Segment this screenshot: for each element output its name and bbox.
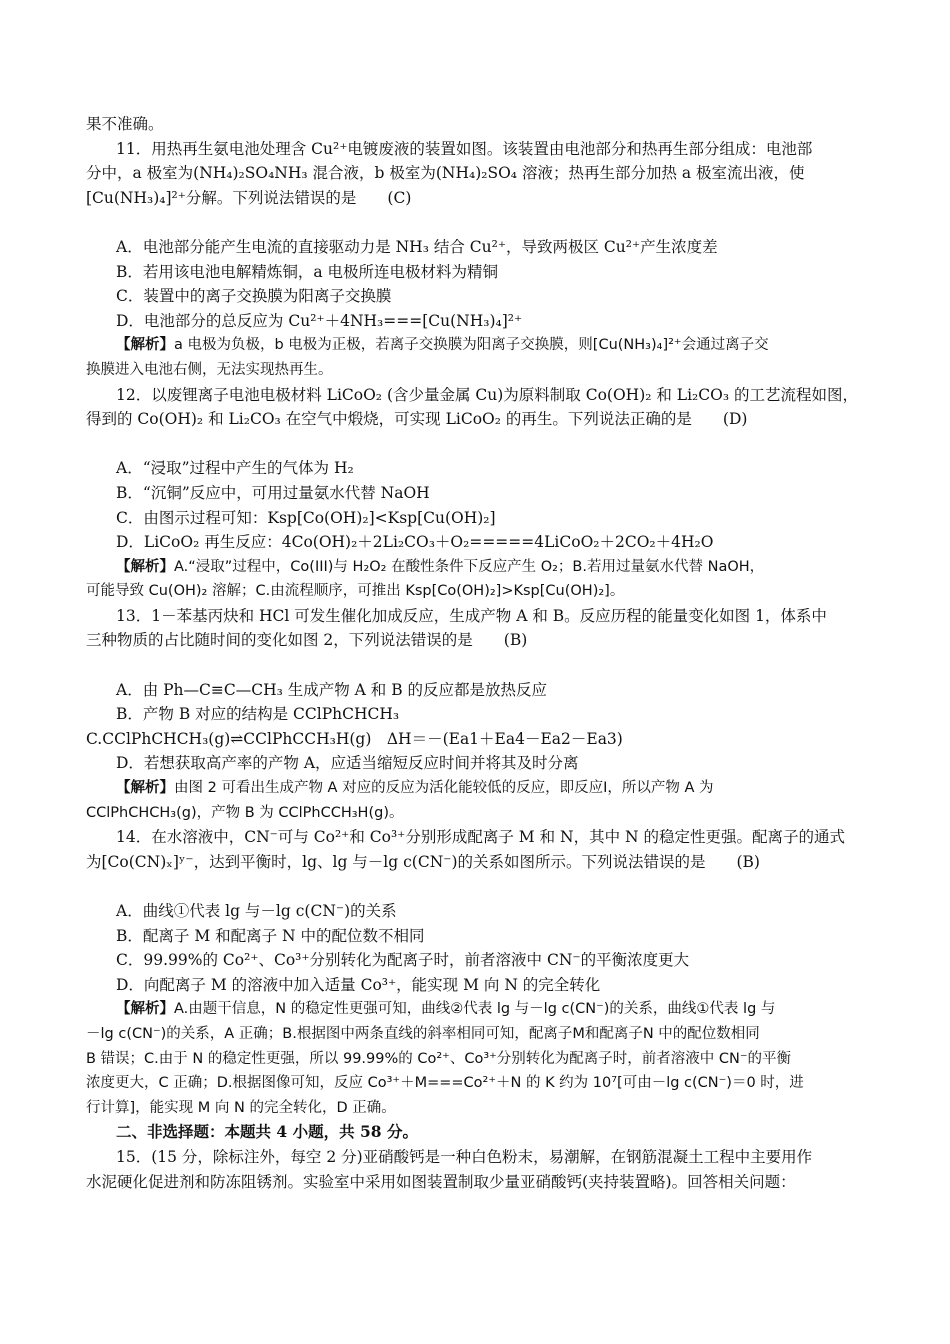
question-13 [86, 604, 866, 825]
document-page [86, 112, 866, 1194]
question-stem: 12．以废锂离子电池电极材料 LiCoO₂ (含少量金属 Cu)为原料制取 Co(OH)₂ 和 Li₂CO₃ 的工艺流程如图， [116, 385, 858, 404]
option-a: A．“浸取”过程中产生的气体为 H₂ [116, 459, 354, 478]
question-stem: 三种物质的占比随时间的变化如图 2，下列说法错误的是 (B) [86, 631, 528, 650]
option-b: B．“沉铜”反应中，可用过量氨水代替 NaOH [116, 483, 430, 502]
analysis-text: A.“浸取”过程中，Co(III)与 H₂O₂ 在酸性条件下反应产生 O₂；B.若用过量氨水代替 NaOH， [174, 558, 765, 575]
question-stem: 水泥硬化促进剂和防冻阻锈剂。实验室中采用如图装置制取少量亚硝酸钙(夹持装置略)。回答相关问题： [86, 1172, 796, 1191]
question-stem: 分中，a 极室为(NH₄)₂SO₄NH₃ 混合液，b 极室为(NH₄)₂SO₄ 溶液；热再生部分加热 a 极室流出液，使 [86, 164, 805, 183]
question-stem: [Cu(NH₃)₄]²⁺分解。下列说法错误的是 (C) [86, 188, 412, 207]
question-15 [86, 1145, 866, 1194]
analysis-text: 可能导致 Cu(OH)₂ 溶解；C.由流程顺序，可推出 Ksp[Co(OH)₂]>Ksp[Cu(OH)₂]。 [86, 583, 625, 600]
analysis [86, 776, 866, 801]
option-c: C．装置中的离子交换膜为阳离子交换膜 [116, 287, 392, 306]
analysis-tag: 【解析】 [116, 780, 174, 797]
option-d: D．电池部分的总反应为 Cu²⁺＋4NH₃===[Cu(NH₃)₄]²⁺ [116, 311, 523, 330]
question-11 [86, 137, 866, 383]
analysis [86, 555, 866, 580]
analysis-text: A.由题干信息，N 的稳定性更强可知，曲线②代表 lg 与－lg c(CN⁻)的关系，曲线①代表 lg 与 [174, 1001, 776, 1018]
analysis [86, 333, 866, 358]
option-a: A．由 Ph—C≡C—CH₃ 生成产物 A 和 B 的反应都是放热反应 [116, 680, 548, 699]
analysis-text: a 电极为负极，b 电极为正极，若离子交换膜为阳离子交换膜，则[Cu(NH₃)₄]²⁺会通过离子交 [174, 337, 769, 354]
option-a: A．电池部分能产生电流的直接驱动力是 NH₃ 结合 Cu²⁺，导致两极区 Cu²⁺产生浓度差 [116, 237, 718, 256]
question-stem: 15．(15 分，除标注外，每空 2 分)亚硝酸钙是一种白色粉末，易潮解，在钢筋混凝土工程中主要用作 [116, 1147, 813, 1166]
option-b: B．若用该电池电解精炼铜，a 电极所连电极材料为精铜 [116, 262, 499, 281]
analysis-text: B 错误；C.由于 N 的稳定性更强，所以 99.99%的 Co²⁺、Co³⁺分别转化为配离子时，前者溶液中 CN⁻的平衡 [86, 1050, 792, 1067]
analysis-text: 行计算]，能实现 M 向 N 的完全转化，D 正确。 [86, 1099, 396, 1116]
analysis-text: －lg c(CN⁻)的关系，A 正确；B.根据图中两条直线的斜率相同可知，配离子M和配离子N 中的配位数相同 [86, 1025, 760, 1042]
option-b: B．产物 B 对应的结构是 CClPhCHCH₃ [116, 705, 400, 724]
analysis-tag: 【解析】 [116, 337, 174, 354]
option-c: C.CClPhCHCH₃(g)⇌CClPhCCH₃H(g) ΔH＝－(Ea1＋Ea4－Ea2－Ea3) [86, 729, 623, 748]
option-a: A．曲线①代表 lg 与－lg c(CN⁻)的关系 [116, 902, 397, 920]
section-heading: 二、非选择题：本题共 4 小题，共 58 分。 [116, 1122, 418, 1142]
analysis [86, 997, 866, 1022]
option-d: D．向配离子 M 的溶液中加入适量 Co³⁺，能实现 M 向 N 的完全转化 [116, 975, 601, 994]
analysis-text: 换膜进入电池右侧，无法实现热再生。 [86, 361, 333, 378]
option-c: C．99.99%的 Co²⁺、Co³⁺分别转化为配离子时，前者溶液中 CN⁻的平衡浓度更大 [116, 951, 690, 970]
analysis-tag: 【解析】 [116, 558, 174, 575]
analysis-text: CClPhCHCH₃(g)，产物 B 为 CClPhCCH₃H(g)。 [86, 804, 404, 821]
question-stem: 为[Co(CN)ₓ]ʸ⁻，达到平衡时，lg、lg 与－lg c(CN⁻)的关系如图所示。下列说法错误的是 (B) [86, 852, 760, 871]
option-b: B．配离子 M 和配离子 N 中的配位数不相同 [116, 926, 425, 945]
option-d: D．LiCoO₂ 再生反应：4Co(OH)₂＋2Li₂CO₃＋O₂=====4LiCoO₂＋2CO₂＋4H₂O [116, 533, 714, 552]
question-stem: 得到的 Co(OH)₂ 和 Li₂CO₃ 在空气中煅烧，可实现 LiCoO₂ 的再生。下列说法正确的是 (D) [86, 410, 748, 429]
question-12 [86, 383, 866, 604]
question-stem: 14．在水溶液中，CN⁻可与 Co²⁺和 Co³⁺分别形成配离子 M 和 N，其中 N 的稳定性更强。配离子的通式 [116, 828, 845, 847]
text-line: 果不准确。 [86, 115, 164, 133]
question-14 [86, 825, 866, 1120]
option-d: D．若想获取高产率的产物 A，应适当缩短反应时间并将其及时分离 [116, 754, 579, 773]
option-c: C．由图示过程可知：Ksp[Co(OH)₂]<Ksp[Cu(OH)₂] [116, 508, 496, 527]
question-stem: 13．1－苯基丙炔和 HCl 可发生催化加成反应，生成产物 A 和 B。反应历程的能量变化如图 1，体系中 [116, 606, 827, 625]
analysis-tag: 【解析】 [116, 1001, 174, 1018]
question-stem: 11．用热再生氨电池处理含 Cu²⁺电镀废液的装置如图。该装置由电池部分和热再生部分组成：电池部 [116, 139, 813, 158]
analysis-text: 浓度更大，C 正确；D.根据图像可知，反应 Co³⁺＋M===Co²⁺＋N 的 K 约为 10⁷[可由－lg c(CN⁻)＝0 时，进 [86, 1075, 804, 1092]
analysis-text: 由图 2 可看出生成产物 A 对应的反应为活化能较低的反应，即反应Ⅰ，所以产物 A 为 [174, 780, 714, 797]
